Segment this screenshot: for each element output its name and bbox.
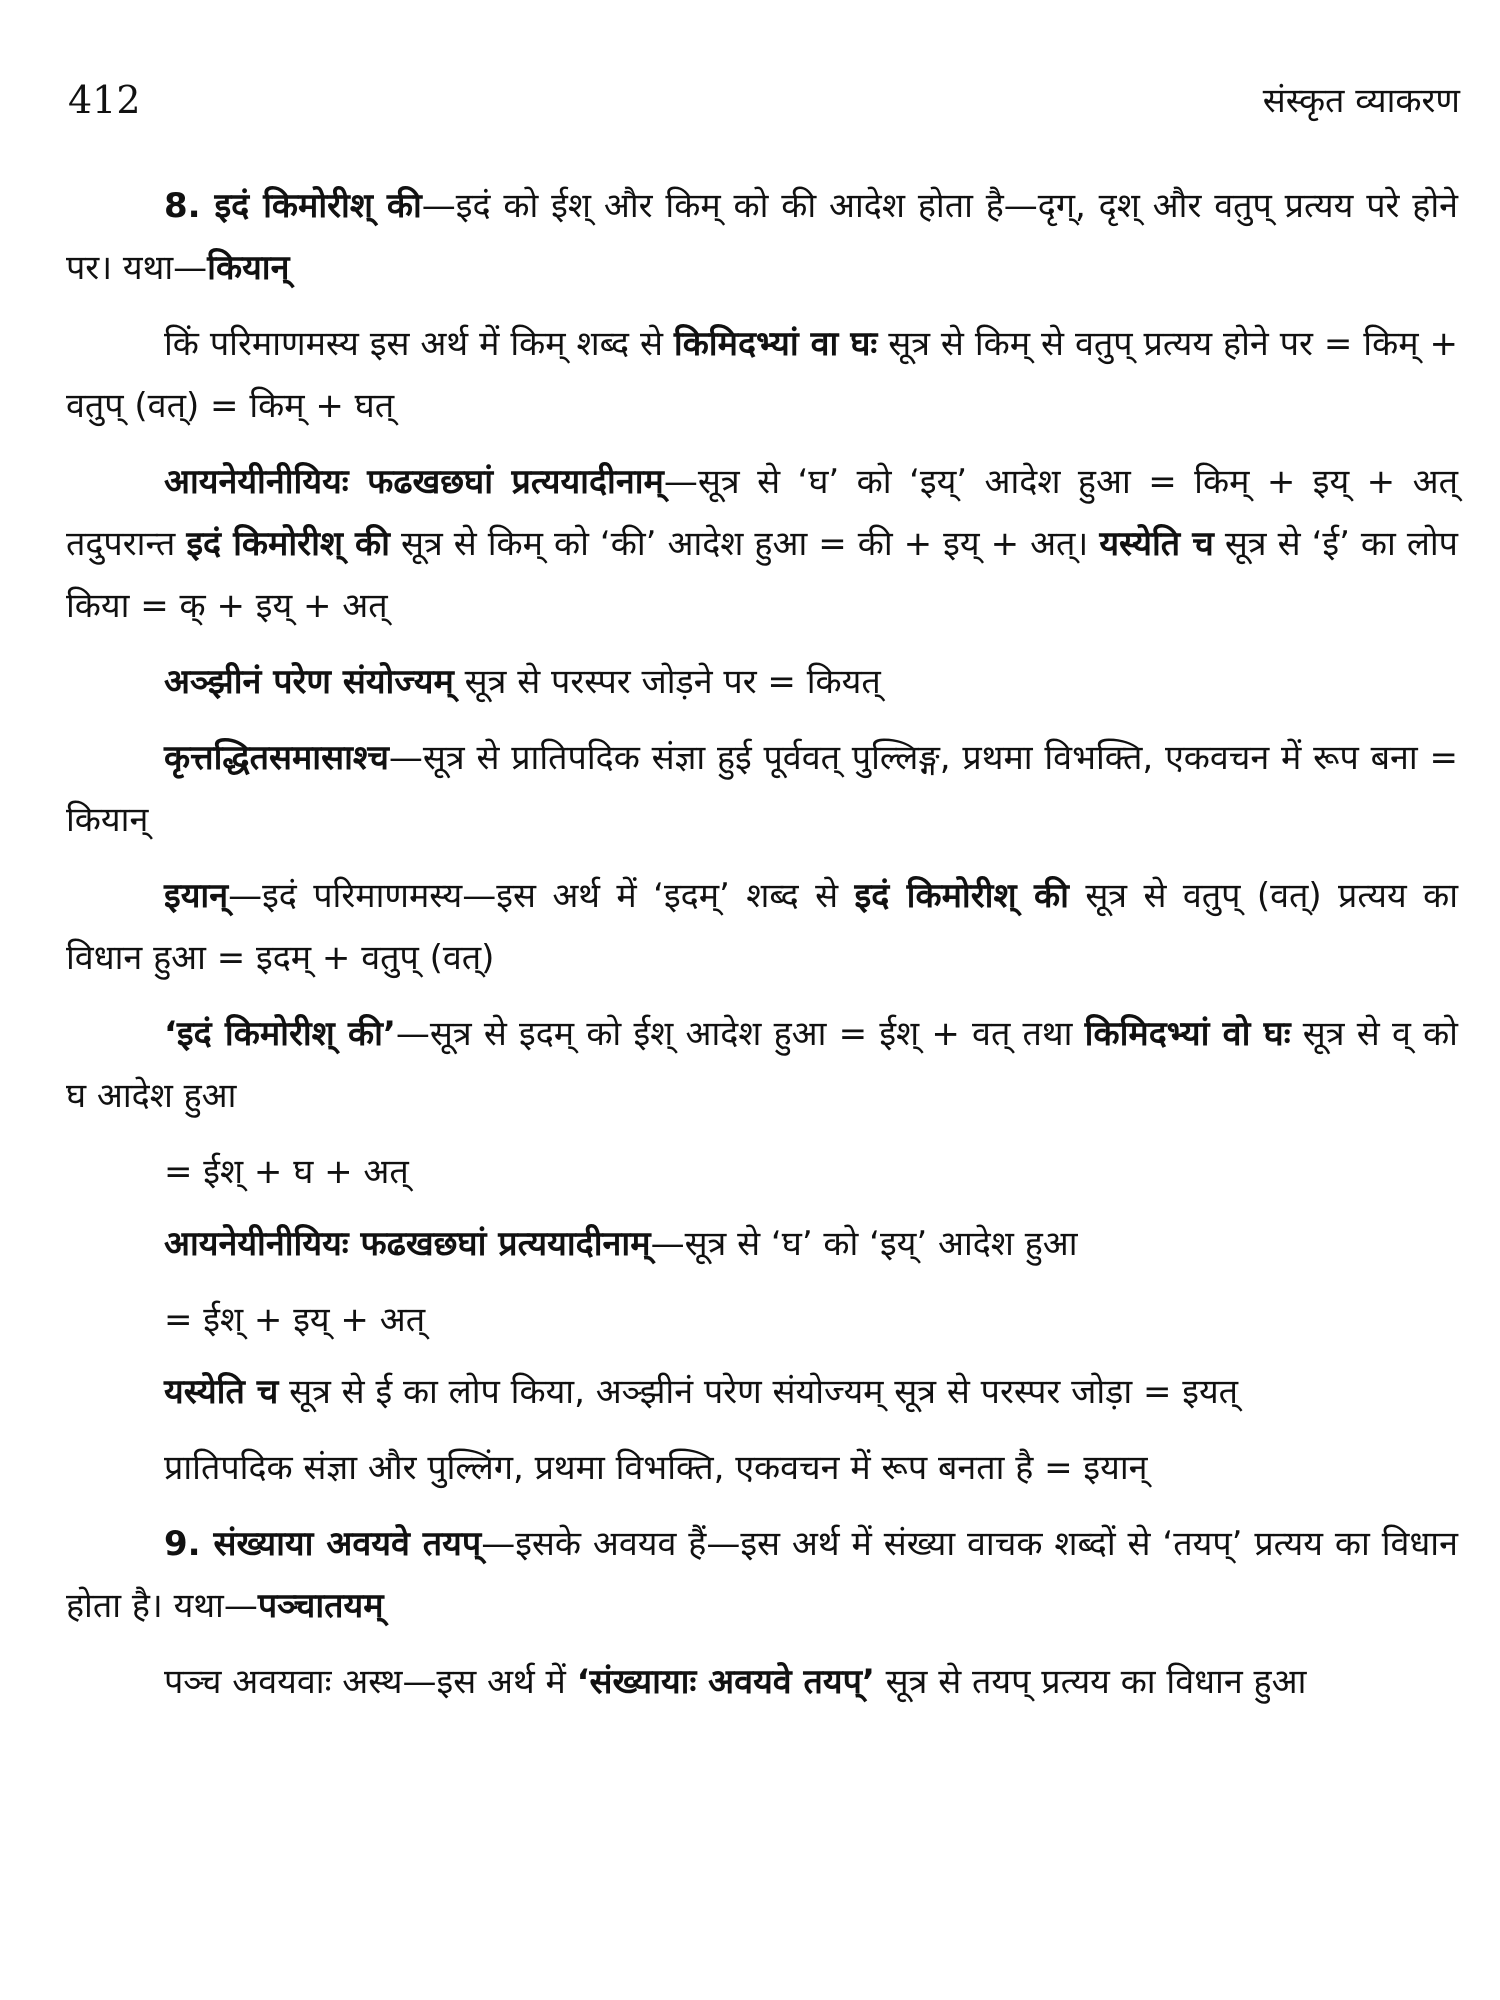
text-segment: सूत्र से ई का लोप किया, अञ्झीनं परेण संयोज्यम् सूत्र से परस्पर जोड़ा = इयत् [278, 1372, 1239, 1412]
paragraph [66, 727, 1458, 851]
text-segment: सूत्र से व् को घ आदेश हुआ [66, 1014, 1458, 1116]
paragraph-rule-9 [66, 1513, 1458, 1637]
text-segment: —सूत्र से ‘घ’ को ‘इय्’ आदेश हुआ = किम् + इय् + अत् तदुपरान्त [66, 462, 1458, 564]
text-segment: —सूत्र से इदम् को ईश् आदेश हुआ = ईश् + वत् तथा [395, 1014, 1085, 1054]
paragraph [66, 313, 1458, 437]
page-body [66, 175, 1458, 1727]
paragraph [66, 1003, 1458, 1127]
text-segment: —सूत्र से ‘घ’ को ‘इय्’ आदेश हुआ [650, 1224, 1078, 1264]
text-segment: —सूत्र से प्रातिपदिक संज्ञा हुई पूर्ववत् पुल्लिङ्ग, प्रथमा विभक्ति, एकवचन में रूप बना = कियान् [66, 738, 1458, 840]
text-segment: सूत्र से तयप् प्रत्यय का विधान हुआ [874, 1662, 1307, 1702]
text-segment: = ईश् + इय् + अत् [164, 1300, 426, 1340]
sutra-name: इदं किमोरीश् की [186, 524, 390, 564]
text-segment: किं परिमाणमस्य इस अर्थ में किम् शब्द से [164, 324, 674, 364]
text-segment: सूत्र से किम् को ‘की’ आदेश हुआ = की + इय् + अत्। [389, 524, 1100, 564]
sutra-name: किमिदभ्यां वा घः [673, 324, 878, 364]
sutra-name: कृत्तद्धितसमासाश्च [164, 738, 389, 778]
text-segment: —इसके अवयव हैं—इस अर्थ में संख्या वाचक शब्दों से ‘तयप्’ प्रत्यय का विधान होता है। यथा— [66, 1524, 1458, 1626]
example-word: इयान् [164, 876, 229, 916]
text-segment: = ईश् + घ + अत् [164, 1152, 409, 1192]
sutra-heading: 8. इदं किमोरीश् की [164, 186, 422, 226]
sutra-heading: 9. संख्याया अवयवे तयप् [164, 1524, 482, 1564]
paragraph [66, 1213, 1458, 1275]
sutra-name: इदं किमोरीश् की [854, 876, 1069, 916]
text-segment: —इदं परिमाणमस्य—इस अर्थ में ‘इदम्’ शब्द से [228, 876, 855, 916]
page-header [0, 70, 1500, 130]
sutra-name: किमिदभ्यां वो घः [1084, 1014, 1291, 1054]
sutra-name: आयनेयीनीयियः फढखछघां प्रत्ययादीनाम् [164, 1224, 651, 1264]
text-segment: पञ्च अवयवाः अस्थ—इस अर्थ में [164, 1662, 577, 1702]
paragraph [66, 651, 1458, 713]
text-segment: —इदं को ईश् और किम् को की आदेश होता है—दृग्, दृश् और वतुप् प्रत्यय परे होने पर। यथा— [66, 186, 1458, 288]
paragraph [66, 451, 1458, 637]
running-head: संस्कृत व्याकरण [1262, 81, 1460, 121]
paragraph [66, 865, 1458, 989]
sutra-name: ‘संख्यायाः अवयवे तयप्’ [576, 1662, 875, 1702]
sutra-name: यस्येति च [164, 1372, 279, 1412]
sutra-name: अञ्झीनं परेण संयोज्यम् [164, 662, 454, 702]
paragraph [66, 1361, 1458, 1423]
text-segment: सूत्र से परस्पर जोड़ने पर = कियत् [453, 662, 881, 702]
example-word: पञ्चातयम् [257, 1586, 384, 1626]
paragraph-rule-8 [66, 175, 1458, 299]
text-segment: सूत्र से किम् से वतुप् प्रत्यय होने पर = किम् + वतुप् (वत्) = किम् + घत् [66, 324, 1458, 426]
page-number: 412 [68, 78, 141, 122]
paragraph [66, 1651, 1458, 1713]
sutra-name: आयनेयीनीयियः फढखछघां प्रत्ययादीनाम् [164, 462, 664, 502]
text-segment: सूत्र से ‘ई’ का लोप किया = क् + इय् + अत् [66, 524, 1458, 626]
sutra-name: यस्येति च [1099, 524, 1214, 564]
text-segment: सूत्र से वतुप् (वत्) प्रत्यय का विधान हुआ = इदम् + वतुप् (वत्) [66, 876, 1458, 978]
sutra-name: ‘इदं किमोरीश् की’ [164, 1014, 396, 1054]
equation-line [66, 1141, 1458, 1203]
paragraph [66, 1437, 1458, 1499]
text-segment: प्रातिपदिक संज्ञा और पुल्लिंग, प्रथमा विभक्ति, एकवचन में रूप बनता है = इयान् [164, 1448, 1148, 1488]
example-word: कियान् [207, 248, 290, 288]
equation-line [66, 1289, 1458, 1351]
